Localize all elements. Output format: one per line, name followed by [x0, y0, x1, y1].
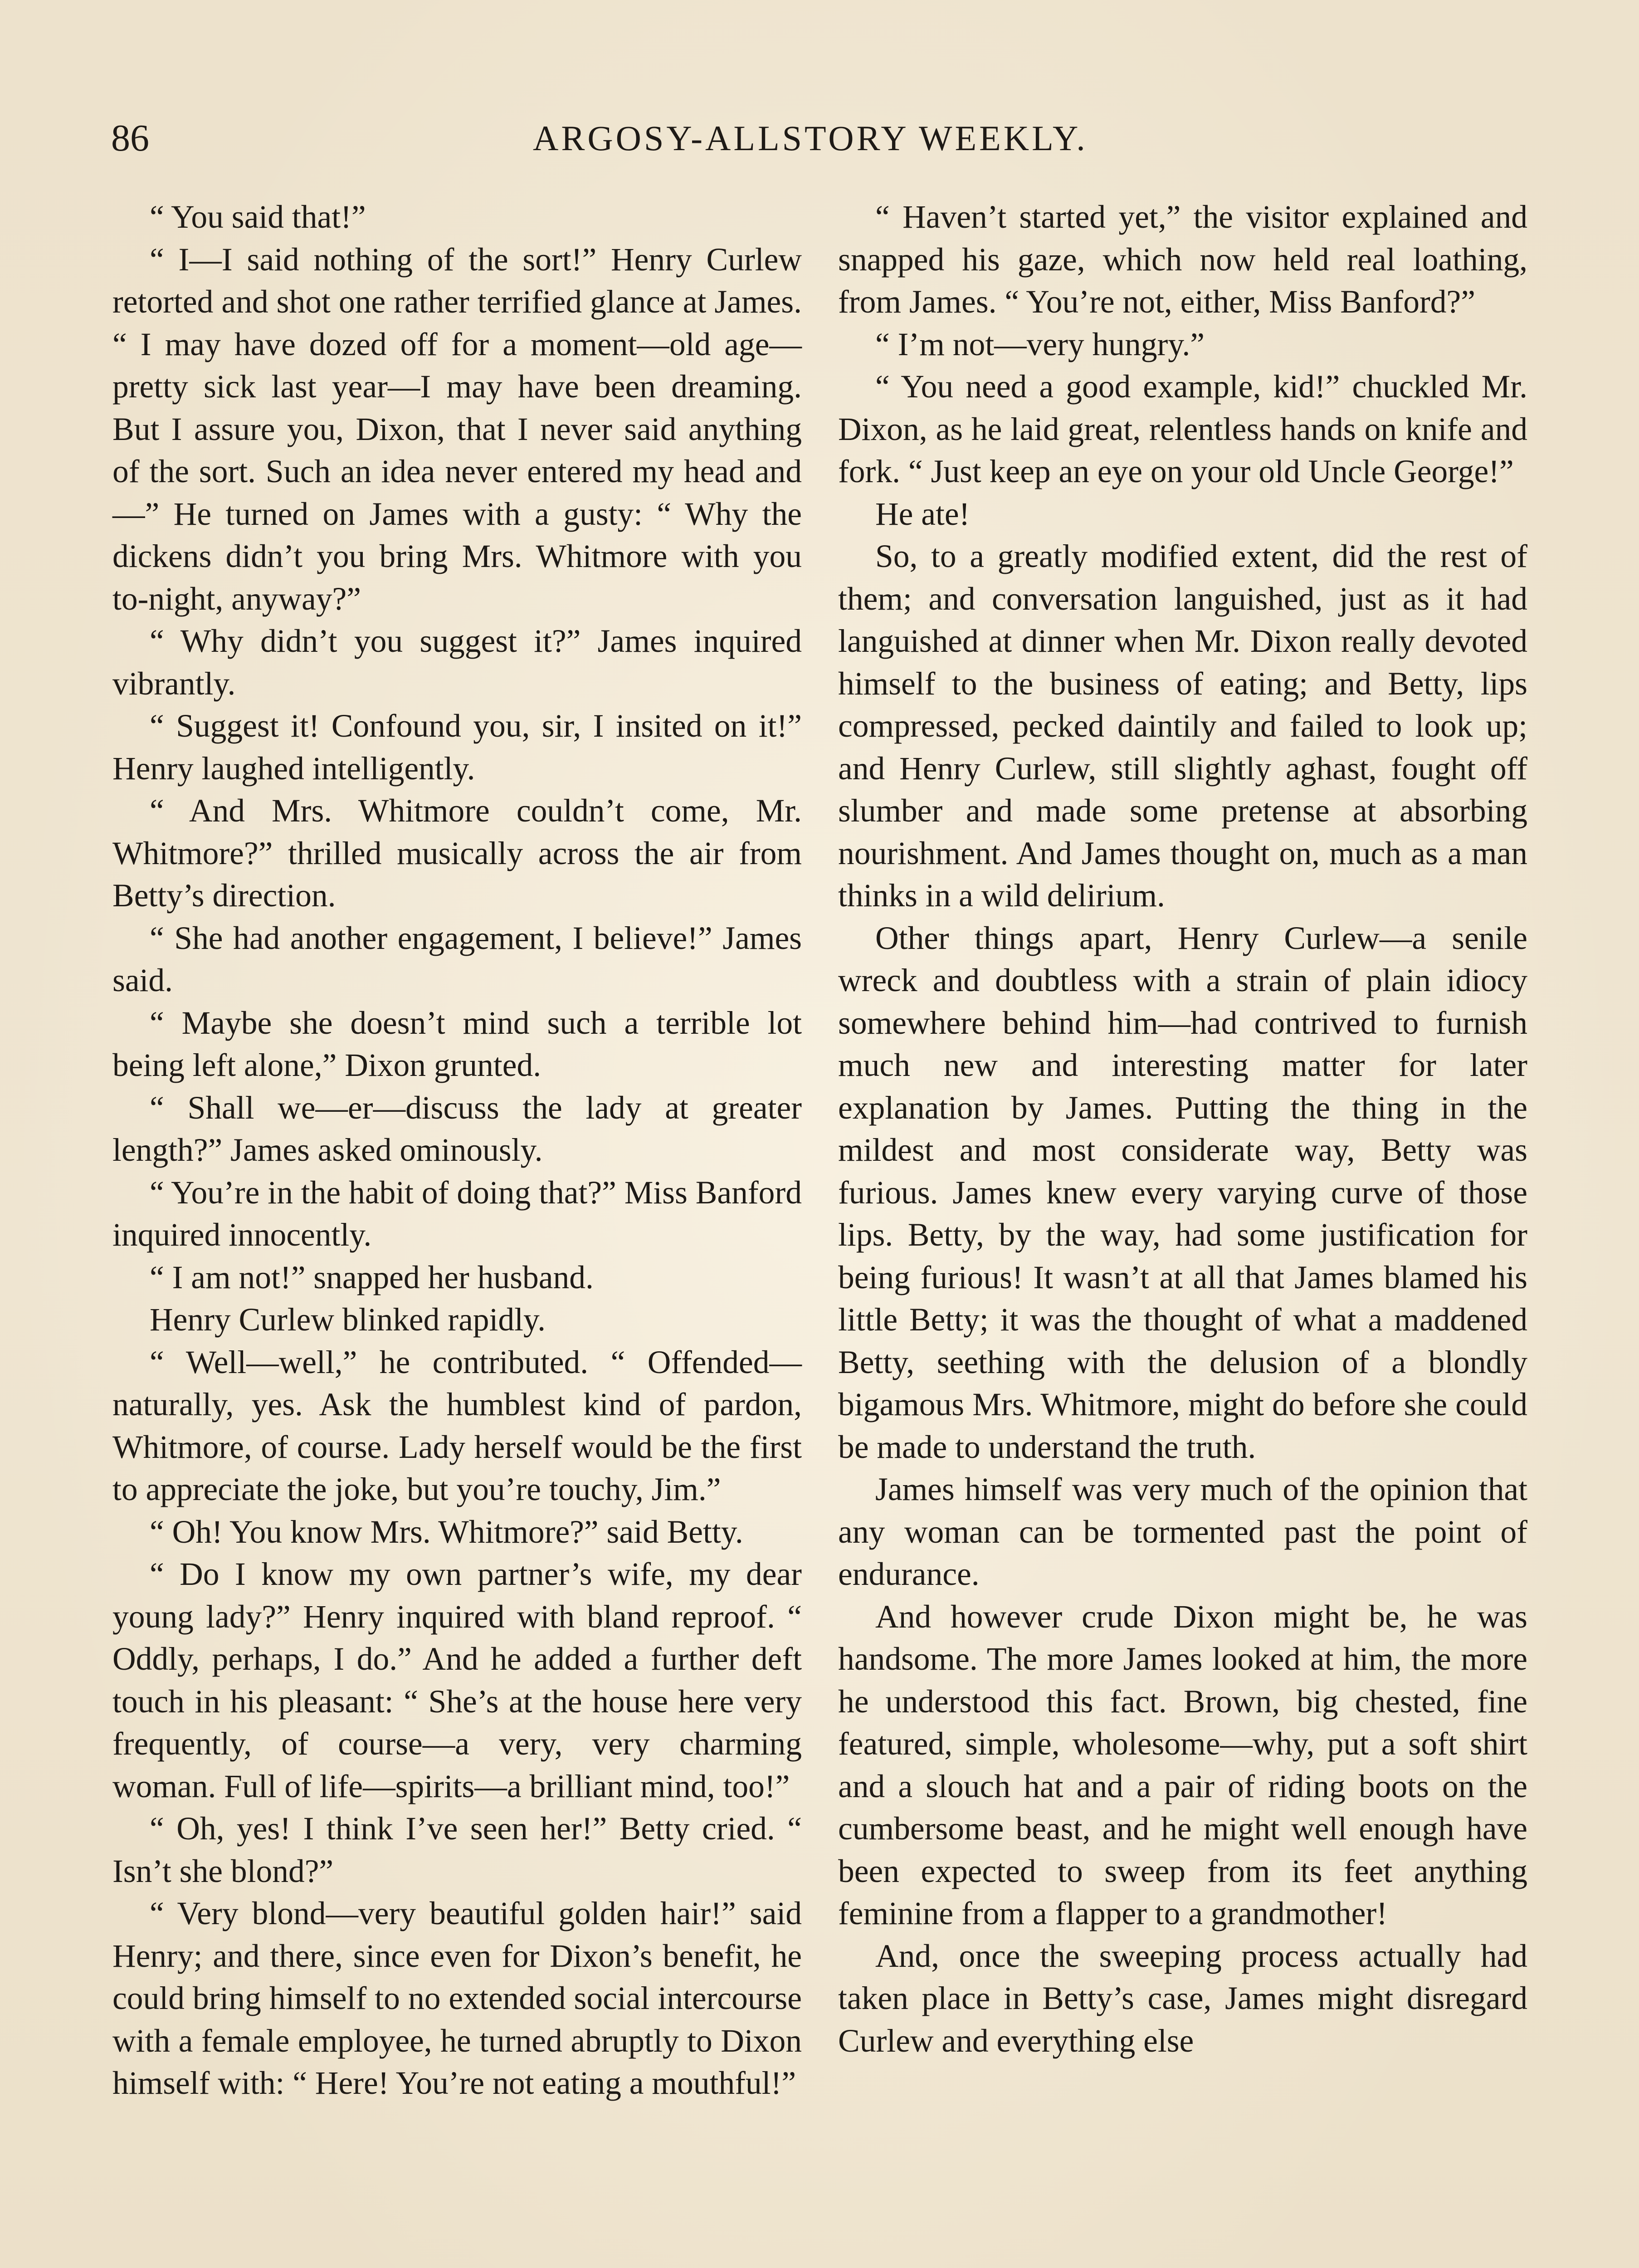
paragraph: “ I—I said nothing of the sort!” Henry Curlew retorted and shot one rather terrified glance at James. “ I may have dozed off for a moment—old age—pretty sick last year—I may have been dreaming. But I assure you, Dixon, that I never said anything of the sort. Such an idea never entered my head and—” He turned on James with a gusty: “ Why the dickens didn’t you bring Mrs. Whitmore with you to-night, anyway?” — [112, 241, 802, 617]
paragraph: “ Very blond—very beautiful golden hair!” said Henry; and there, since even for Dixon’s benefit, he could bring himself to no extended social intercourse with a female employee, he turned abruptly to Dixon himself with: “ Here! You’re not eating a mouthful!” — [112, 1896, 802, 2101]
paragraph: “ Suggest it! Confound you, sir, I insited on it!” Henry laughed intelligently. — [112, 708, 802, 787]
paragraph: “ Haven’t started yet,” the visitor explained and snapped his gaze, which now held real loathing, from James. “ You’re not, either, Miss Banford?” — [838, 199, 1527, 320]
paragraph: “ Maybe she doesn’t mind such a terrible lot being left alone,” Dixon grunted. — [112, 1005, 802, 1083]
paragraph: Henry Curlew blinked rapidly. — [150, 1302, 546, 1338]
paragraph: And however crude Dixon might be, he was handsome. The more James looked at him, the more he understood this fact. Brown, big chested, fine featured, simple, wholesome—why, put a soft shirt and a slouch hat and a pair of riding boots on the cumbersome beast, and he might well enough have been expected to sweep from its feet anything feminine from a flapper to a grandmother! — [838, 1598, 1527, 1931]
paragraph: Other things apart, Henry Curlew—a senile wreck and doubtless with a strain of plain idiocy somewhere behind him—had contrived to furnish much new and interesting matter for later explanation by James. Putting the thing in the mildest and most considerate way, Betty was furious. James knew every varying curve of those lips. Betty, by the way, had some justification for being furious! It wasn’t at all that James blamed his little Betty; it was the thought of what a maddened Betty, seething with the delusion of a blondly bigamous Mrs. Whitmore, might do before she could be made to understand the truth. — [838, 920, 1527, 1465]
paragraph: “ Why didn’t you suggest it?” James inquired vibrantly. — [112, 623, 802, 702]
paragraph: “ Shall we—er—discuss the lady at greater length?” James asked ominously. — [112, 1090, 802, 1168]
paragraph: “ Oh, yes! I think I’ve seen her!” Betty cried. “ Isn’t she blond?” — [112, 1811, 802, 1889]
left-column — [112, 196, 802, 2105]
paragraph: “ She had another engagement, I believe!” James said. — [112, 920, 802, 998]
right-column — [838, 196, 1527, 2062]
paragraph: So, to a greatly modified extent, did the rest of them; and conversation languished, just as it had languished at dinner when Mr. Dixon really devoted himself to the business of eating; and Betty, lips compressed, pecked daintily and failed to look up; and Henry Curlew, still slightly aghast, fought off slumber and made some pretense at absorbing nourishment. And James thought on, much as a man thinks in a wild delirium. — [838, 538, 1527, 914]
paragraph: James himself was very much of the opinion that any woman can be tormented past the point of endurance. — [838, 1471, 1527, 1592]
running-head: ARGOSY-ALLSTORY WEEKLY. — [533, 118, 1088, 158]
paragraph: “ You said that!” — [150, 199, 366, 235]
paragraph: “ You need a good example, kid!” chuckled Mr. Dixon, as he laid great, relentless hands on knife and fork. “ Just keep an eye on your old Uncle George!” — [838, 369, 1527, 489]
paragraph: “ Well—well,” he contributed. “ Offended—naturally, yes. Ask the humblest kind of pardon, Whitmore, of course. Lady herself would be the first to appreciate the joke, but you’re touchy, Jim.” — [112, 1344, 802, 1507]
page-header — [111, 111, 1118, 170]
page-number: 86 — [111, 117, 149, 159]
paragraph: “ And Mrs. Whitmore couldn’t come, Mr. Whitmore?” thrilled musically across the air from Betty’s direction. — [112, 793, 802, 914]
paragraph: “ Do I know my own partner’s wife, my dear young lady?” Henry inquired with bland reproof. “ Oddly, perhaps, I do.” And he added a further deft touch in his pleasant: “ She’s at the house here very frequently, of course—a very, very charming woman. Full of life—spirits—a brilliant mind, too!” — [112, 1556, 802, 1804]
paragraph: “ I’m not—very hungry.” — [875, 326, 1205, 362]
paragraph: And, once the sweeping process actually had taken place in Betty’s case, James might disregard Curlew and everything else — [838, 1938, 1527, 2059]
paragraph: “ You’re in the habit of doing that?” Miss Banford inquired innocently. — [112, 1174, 802, 1253]
paragraph: “ I am not!” snapped her husband. — [150, 1259, 594, 1295]
paragraph: He ate! — [875, 496, 970, 532]
paragraph: “ Oh! You know Mrs. Whitmore?” said Betty. — [150, 1514, 743, 1550]
